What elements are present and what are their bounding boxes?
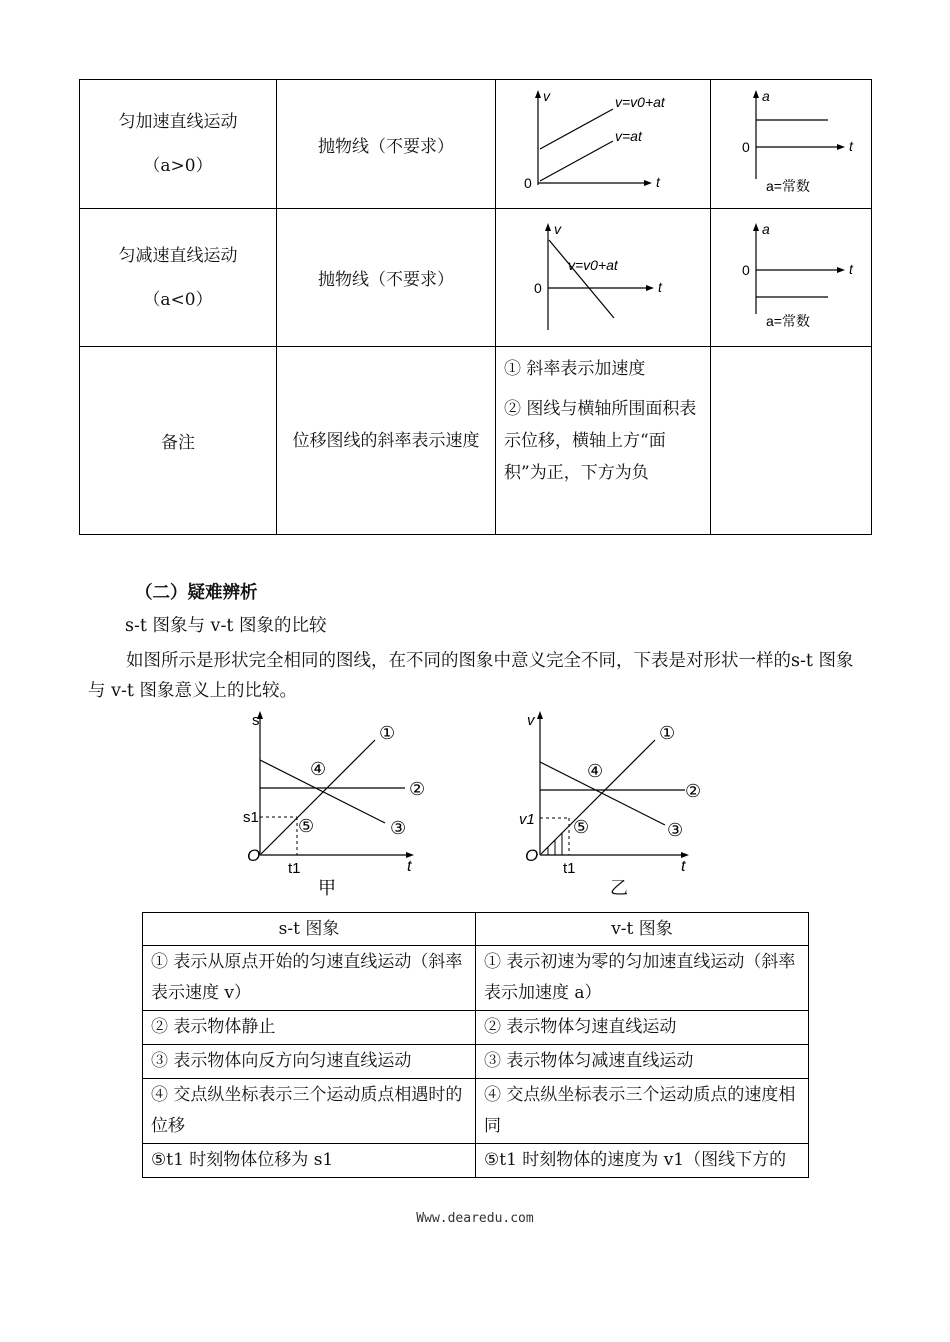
vt-graph-cell <box>496 80 711 209</box>
svg-text:t: t <box>849 260 853 277</box>
table-cell: ① 表示从原点开始的匀速直线运动（斜率表示速度 v） <box>143 946 476 1011</box>
svg-text:甲: 甲 <box>318 878 336 898</box>
svg-text:t1: t1 <box>288 860 301 877</box>
svg-text:0: 0 <box>742 261 750 278</box>
at-graph-negative <box>716 218 866 333</box>
svg-text:乙: 乙 <box>610 878 628 898</box>
svg-text:v: v <box>554 220 561 237</box>
st-note: 位移图线的斜率表示速度 <box>277 347 496 535</box>
motion-name-cell: 匀减速直线运动 （a<0） <box>80 209 277 347</box>
svg-text:②: ② <box>409 779 426 799</box>
svg-text:⑤: ⑤ <box>298 816 315 836</box>
vt-notes: ① 斜率表示加速度 ② 图线与横轴所围面积表示位移，横轴上方“面积”为正，下方为负 <box>496 347 711 535</box>
table-cell: ② 表示物体静止 <box>143 1011 476 1045</box>
svg-text:①: ① <box>659 723 676 743</box>
section-heading: （二）疑难辨析 <box>135 583 258 603</box>
svg-text:O: O <box>525 846 539 865</box>
svg-text:0: 0 <box>534 279 542 296</box>
svg-text:②: ② <box>685 781 702 801</box>
st-cell: 抛物线（不要求） <box>277 80 496 209</box>
st-cell: 抛物线（不要求） <box>277 209 496 347</box>
motion-graph-table <box>79 79 872 535</box>
at-graph-cell <box>711 209 872 347</box>
section-intro: 如图所示是形状完全相同的图线，在不同的图象中意义完全不同，下表是对形状一样的s-t 图象与 v-t 图象意义上的比较。 <box>88 651 854 701</box>
table-row <box>143 1079 809 1144</box>
table-row <box>143 946 809 1011</box>
table-cell: ③ 表示物体向反方向匀速直线运动 <box>143 1045 476 1079</box>
comparison-table <box>142 912 809 1178</box>
vt-graph-decelerating <box>518 218 688 333</box>
table-cell: ⑤t1 时刻物体位移为 s1 <box>143 1144 476 1178</box>
table-row <box>80 209 872 347</box>
svg-text:v=v0+at: v=v0+at <box>615 93 665 110</box>
table-cell: ④ 交点纵坐标表示三个运动质点的速度相同 <box>476 1079 809 1144</box>
svg-text:a: a <box>762 220 770 237</box>
table-row <box>80 80 872 209</box>
svg-text:t: t <box>407 858 412 875</box>
svg-text:①: ① <box>379 723 396 743</box>
svg-text:a: a <box>762 87 770 104</box>
table-row <box>143 1011 809 1045</box>
svg-text:t1: t1 <box>563 860 576 877</box>
svg-text:v: v <box>527 712 535 729</box>
at-graph-cell <box>711 80 872 209</box>
svg-text:t: t <box>849 137 853 154</box>
svg-text:v=at: v=at <box>615 127 642 144</box>
table-row <box>80 347 872 535</box>
vt-graph-accelerating <box>518 87 688 197</box>
table-row <box>143 1045 809 1079</box>
svg-text:③: ③ <box>390 818 407 838</box>
vt-graph-yi <box>505 705 715 900</box>
svg-text:t: t <box>656 173 660 190</box>
svg-text:0: 0 <box>742 138 750 155</box>
empty-cell <box>711 347 872 535</box>
table-cell: ④ 交点纵坐标表示三个运动质点相遇时的位移 <box>143 1079 476 1144</box>
table-cell: ② 表示物体匀速直线运动 <box>476 1011 809 1045</box>
svg-text:a=常数: a=常数 <box>766 312 810 329</box>
table-cell: ① 表示初速为零的匀加速直线运动（斜率表示加速度 a） <box>476 946 809 1011</box>
svg-text:t: t <box>681 858 686 875</box>
svg-text:④: ④ <box>310 759 327 779</box>
svg-text:s: s <box>252 712 260 729</box>
svg-text:v=v0+at: v=v0+at <box>568 256 618 273</box>
svg-text:s1: s1 <box>243 809 259 826</box>
svg-text:t: t <box>658 278 662 295</box>
vt-graph-cell <box>496 209 711 347</box>
table-cell: ③ 表示物体匀减速直线运动 <box>476 1045 809 1079</box>
svg-text:0: 0 <box>524 174 532 191</box>
svg-text:v: v <box>543 87 550 104</box>
svg-text:v1: v1 <box>519 811 535 828</box>
footer-url: Www.dearedu.com <box>416 1211 534 1226</box>
header-st: s-t 图象 <box>143 913 476 946</box>
motion-name-cell: 匀加速直线运动 （a>0） <box>80 80 277 209</box>
section-subheading: s-t 图象与 v-t 图象的比较 <box>125 616 327 636</box>
st-graph-jia <box>235 705 445 900</box>
svg-text:⑤: ⑤ <box>573 817 590 837</box>
notes-label: 备注 <box>80 347 277 535</box>
svg-text:O: O <box>247 846 261 865</box>
at-graph-positive <box>716 87 866 197</box>
table-cell: ⑤t1 时刻物体的速度为 v1（图线下方的 <box>476 1144 809 1178</box>
svg-text:④: ④ <box>587 761 604 781</box>
table-header-row <box>143 913 809 946</box>
svg-text:a=常数: a=常数 <box>766 177 810 194</box>
svg-text:③: ③ <box>667 820 684 840</box>
header-vt: v-t 图象 <box>476 913 809 946</box>
table-row <box>143 1144 809 1178</box>
